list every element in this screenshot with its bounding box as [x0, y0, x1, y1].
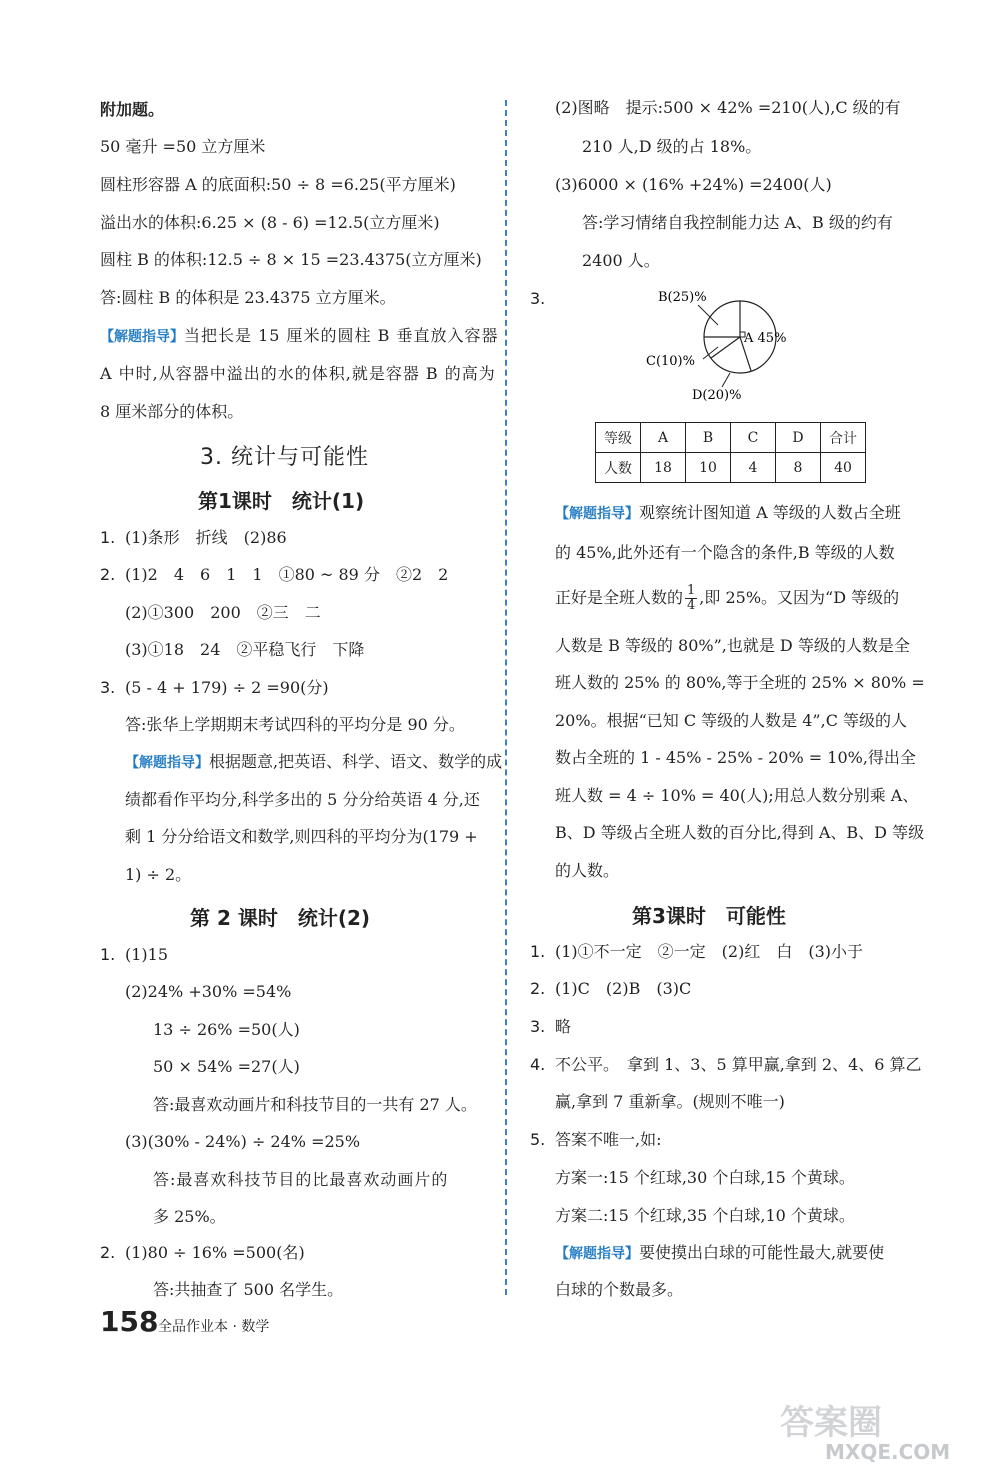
r-answer-2: 210 人,D 级的占 18%。 [582, 137, 762, 156]
guide-text: 观察统计图知道 A 等级的人数占全班 [639, 503, 901, 522]
q2-answer-3: (3)①18 24 ②平稳飞行 下降 [125, 640, 365, 659]
s5-answer-1: 答案不唯一,如: [555, 1130, 662, 1149]
q2-answer-1: (1)2 4 6 1 1 ①80 ~ 89 分 ②2 2 [125, 565, 449, 584]
guide-text: ,即 25%。又因为“D 等级的 [699, 588, 900, 607]
table-cell: 合计 [821, 423, 866, 453]
r-answer-4: 答:学习情绪自我控制能力达 A、B 级的约有 [582, 213, 893, 232]
table-row [596, 453, 866, 483]
bonus-line-1: 50 毫升 =50 立方厘米 [100, 137, 266, 156]
bonus-title: 附加题。 [100, 100, 165, 119]
stats-table [595, 422, 866, 483]
guide-tag: 【解题指导】 [555, 1246, 639, 1262]
pie-chart [640, 285, 800, 405]
table-row [596, 423, 866, 453]
r-answer-3: (3)6000 × (16% +24%) =2400(人) [555, 175, 832, 194]
q2-number: 2. [100, 565, 116, 584]
p1-number: 1. [100, 945, 116, 964]
q3-answer: 答:张华上学期期末考试四科的平均分是 90 分。 [125, 715, 465, 734]
r-answer-5: 2400 人。 [582, 251, 660, 270]
pointer-D [722, 373, 730, 387]
s1-answer: (1)①不一定 ②一定 (2)红 白 (3)小于 [555, 942, 863, 961]
guide-text: 正好是全班人数的 [555, 588, 684, 607]
r-answer-1: (2)图略 提示:500 × 42% =210(人),C 级的有 [555, 98, 901, 117]
p1-answer-5: 答:最喜欢动画片和科技节目的一共有 27 人。 [153, 1095, 477, 1114]
bonus-line-2: 圆柱形容器 A 的底面积:50 ÷ 8 =6.25(平方厘米) [100, 175, 456, 194]
guide-1-line-2: A 中时,从容器中溢出的水的体积,就是容器 B 的高为 [100, 364, 496, 383]
guide-2-line-2: 绩都看作平均分,科学多出的 5 分分给英语 4 分,还 [125, 790, 480, 809]
guide-2 [125, 752, 502, 773]
table-cell: 18 [641, 453, 686, 483]
s4-answer-2: 赢,拿到 7 重新拿。(规则不唯一) [555, 1092, 785, 1111]
guide-tag: 【解题指导】 [100, 329, 184, 345]
p2-answer-1: (1)80 ÷ 16% =500(名) [125, 1243, 305, 1262]
p2-answer-2: 答:共抽查了 500 名学生。 [153, 1280, 344, 1299]
table-cell: 40 [821, 453, 866, 483]
p1-answer-7: 答:最喜欢科技节目的比最喜欢动画片的 [153, 1170, 449, 1189]
q1-answer: (1)条形 折线 (2)86 [125, 528, 287, 547]
p1-answer-1: (1)15 [125, 945, 169, 964]
fraction-numerator: 1 [687, 583, 696, 598]
s3-number: 3. [530, 1017, 546, 1036]
lesson-2-title: 第 2 课时 统计(2) [190, 906, 371, 930]
q3-formula: (5 - 4 + 179) ÷ 2 =90(分) [125, 678, 329, 697]
pie-label-A: A 45% [744, 331, 787, 346]
p1-answer-3: 13 ÷ 26% =50(人) [153, 1020, 300, 1039]
p1-answer-8: 多 25%。 [153, 1207, 226, 1226]
r-guide-3 [555, 584, 899, 613]
guide-tag: 【解题指导】 [555, 506, 639, 522]
q1-number: 1. [100, 528, 116, 547]
table-cell: 人数 [596, 453, 641, 483]
s2-number: 2. [530, 979, 546, 998]
s1-number: 1. [530, 942, 546, 961]
p2-number: 2. [100, 1243, 116, 1262]
p1-answer-4: 50 × 54% =27(人) [153, 1057, 300, 1076]
table-cell: 等级 [596, 423, 641, 453]
s5-number: 5. [530, 1130, 546, 1149]
guide-tag: 【解题指导】 [125, 755, 209, 771]
bonus-answer: 答:圆柱 B 的体积是 23.4375 立方厘米。 [100, 288, 396, 307]
r-guide-9: B、D 等级占全班人数的百分比,得到 A、B、D 等级 [555, 823, 925, 842]
fraction-denominator: 4 [687, 598, 696, 613]
s5-guide-line-2: 白球的个数最多。 [555, 1280, 684, 1299]
r-guide-4: 人数是 B 等级的 80%”,也就是 D 等级的人数是全 [555, 636, 910, 655]
q2-answer-2: (2)①300 200 ②三 二 [125, 603, 321, 622]
pie-label-C: C(10)% [646, 354, 695, 369]
table-cell: C [731, 423, 776, 453]
bonus-line-4: 圆柱 B 的体积:12.5 ÷ 8 × 15 =23.4375(立方厘米) [100, 250, 482, 269]
s2-answer: (1)C (2)B (3)C [555, 979, 692, 998]
table-cell: B [686, 423, 731, 453]
r-guide-10: 的人数。 [555, 861, 620, 880]
guide-1-line-3: 8 厘米部分的体积。 [100, 402, 244, 421]
pie-label-B: B(25)% [658, 290, 707, 305]
s4-answer-1: 不公平。 拿到 1、3、5 算甲赢,拿到 2、4、6 算乙 [555, 1055, 922, 1074]
s5-guide [555, 1243, 884, 1264]
pie-label-D: D(20)% [692, 388, 742, 403]
guide-text: 当把长是 15 厘米的圆柱 B 垂直放入容器 [184, 326, 499, 345]
fraction [685, 584, 697, 613]
guide-2-line-3: 剩 1 分分给语文和数学,则四科的平均分为(179 + [125, 827, 478, 846]
r-guide-5: 班人数的 25% 的 80%,等于全班的 25% × 80% = [555, 673, 925, 692]
r-guide-2: 的 45%,此外还有一个隐含的条件,B 等级的人数 [555, 543, 895, 562]
s5-answer-3: 方案二:15 个红球,35 个白球,10 个黄球。 [555, 1206, 855, 1225]
lesson-1-title: 第1课时 统计(1) [198, 489, 365, 513]
r-guide-8: 班人数 = 4 ÷ 10% = 40(人);用总人数分别乘 A、 [555, 786, 919, 805]
column-divider [505, 100, 507, 1295]
page-number: 158 [100, 1305, 159, 1338]
guide-text: 要使摸出白球的可能性最大,就要使 [639, 1243, 885, 1262]
table-cell: D [776, 423, 821, 453]
table-cell: 8 [776, 453, 821, 483]
p1-answer-2: (2)24% +30% =54% [125, 982, 292, 1001]
watermark-url: MXQE.COM [825, 1440, 951, 1464]
p1-answer-6: (3)(30% - 24%) ÷ 24% =25% [125, 1132, 361, 1151]
s4-number: 4. [530, 1055, 546, 1074]
book-title: 全品作业本 · 数学 [158, 1319, 270, 1335]
table-cell: 10 [686, 453, 731, 483]
guide-2-line-4: 1) ÷ 2。 [125, 865, 192, 884]
lesson-3-title: 第3课时 可能性 [632, 904, 786, 928]
r-guide-1 [555, 503, 901, 524]
table-cell: 4 [731, 453, 776, 483]
bonus-line-3: 溢出水的体积:6.25 × (8 - 6) =12.5(立方厘米) [100, 213, 440, 232]
s3-answer: 略 [555, 1017, 572, 1036]
guide-1 [100, 326, 498, 347]
guide-text: 根据题意,把英语、科学、语文、数学的成 [209, 752, 503, 771]
r-guide-7: 数占全班的 1 - 45% - 25% - 20% = 10%,得出全 [555, 748, 916, 767]
s5-answer-2: 方案一:15 个红球,30 个白球,15 个黄球。 [555, 1168, 855, 1187]
section-title: 3. 统计与可能性 [200, 445, 369, 470]
q3-number: 3. [100, 678, 116, 697]
table-cell: A [641, 423, 686, 453]
watermark-logo: 答案圈 [780, 1403, 882, 1443]
r-guide-6: 20%。根据“已知 C 等级的人数是 4”,C 等级的人 [555, 711, 908, 730]
r3-number: 3. [530, 289, 546, 308]
